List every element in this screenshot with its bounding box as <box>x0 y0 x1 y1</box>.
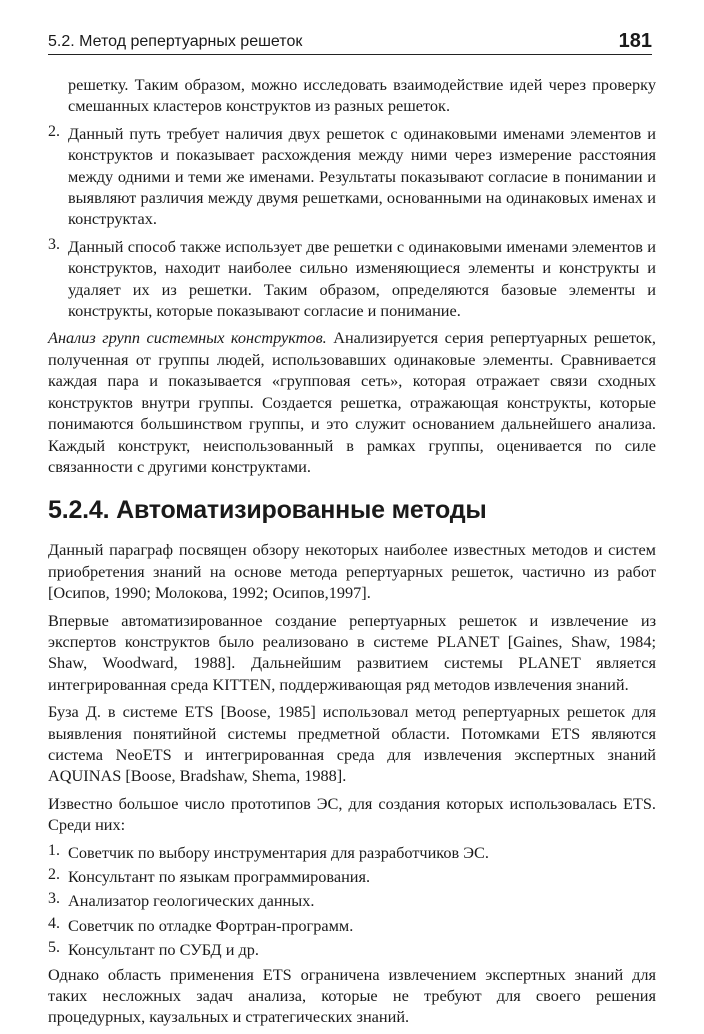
prototype-list <box>48 842 656 961</box>
item-number: 2. <box>48 866 60 883</box>
item-text: Консультант по СУБД и др. <box>68 940 259 960</box>
item-number: 3. <box>48 890 60 908</box>
group-analysis-text: Анализируется серия репертуарных решеток, полученная от группы людей, использовавших одинаковые элементы. Сравнивается каждая пара и показывается «групповая сеть», которая отражает связи сходных конструктов внутри группы. Создается решетка, отражающая конструкты, которые понимаются большинством группы, и это служит основанием дальнейшего анализа. Каждый конструкт, неиспользованный в рамках группы, оценивается по силе связанности с другими конструктами. <box>48 328 656 476</box>
list-item <box>48 890 656 911</box>
section-paragraph: Данный параграф посвящен обзору некоторых наиболее известных методов и систем приобретения знаний на основе метода репертуарных решеток, частично из работ [Осипов, 1990; Молокова, 1992; Осипов,1997]. <box>48 540 656 603</box>
list-item <box>48 939 656 960</box>
group-analysis-paragraph <box>48 327 656 477</box>
item-text: Данный способ также использует две решетки с одинаковыми именами элементов и конструктов, находит наиболее сильно изменяющиеся элементы и конструкты и удаляет их из решетки. Таким образом, определяются базовые элементы и конструкты, которые показывают согласие и понимание. <box>68 236 656 321</box>
item-number: 5. <box>48 939 60 957</box>
running-header <box>48 30 652 55</box>
section-paragraph: Впервые автоматизированное создание репертуарных решеток и извлечение из экспертов конструктов было реализовано в системе PLANET [Gaines, Shaw, 1984; Shaw, Woodward, 1988]. Дальнейшим развитием системы PLANET является интегрированная среда KITTEN, поддерживающая ряд методов извлечения знаний. <box>48 610 656 694</box>
item-number: 4. <box>48 914 60 932</box>
numbered-item-3 <box>48 236 656 322</box>
section-paragraph: Буза Д. в системе ETS [Boose, 1985] использовал метод репертуарных решеток для выявления понятийной системы предметной области. Потомками ETS являются система NeoETS и интегрированная среда для извлечения экспертных знаний AQUINAS [Boose, Bradshaw, Shema, 1988]. <box>48 702 656 786</box>
numbered-item-2 <box>48 123 656 230</box>
item-text: Консультант по языкам программирования. <box>68 867 371 886</box>
section-paragraph: Известно большое число прототипов ЭС, для создания которых использовалась ETS. Среди них: <box>48 793 656 835</box>
page-body <box>48 74 656 1034</box>
item-text: Данный путь требует наличия двух решеток с одинаковыми именами элементов и конструктов и показывает расхождения между ними через измерение расстояния между одними и теми же именами. Результаты показывают согласие в понимании и выявляют различия между двумя решетками, основанными на одинаковых именах и конструктах. <box>68 123 656 229</box>
item-number: 3. <box>48 235 60 253</box>
item-text: Советчик по выбору инструментария для разработчиков ЭС. <box>68 842 489 862</box>
continuation-paragraph: решетку. Таким образом, можно исследовать взаимодействие идей через проверку смешанных кластеров конструктов из разных решеток. <box>68 75 656 116</box>
section-heading: 5.2.4. Автоматизированные методы <box>48 496 487 525</box>
page-number: 181 <box>618 30 652 52</box>
item-number: 1. <box>48 841 60 859</box>
header-section-title: 5.2. Метод репертуарных решеток <box>48 33 303 50</box>
list-item <box>48 915 656 936</box>
item-number: 2. <box>48 122 60 140</box>
item-text: Анализатор геологических данных. <box>68 891 315 911</box>
list-item <box>48 842 656 863</box>
list-item <box>48 866 656 887</box>
item-text: Советчик по отладке Фортран-программ. <box>68 915 354 935</box>
closing-paragraph: Однако область применения ETS ограничена извлечением экспертных знаний для таких несложных задач анализа, которые не требуют для своего решения процедурных, каузальных и стратегических знаний. <box>48 964 656 1027</box>
group-analysis-lead: Анализ групп системных конструктов. <box>48 328 327 348</box>
